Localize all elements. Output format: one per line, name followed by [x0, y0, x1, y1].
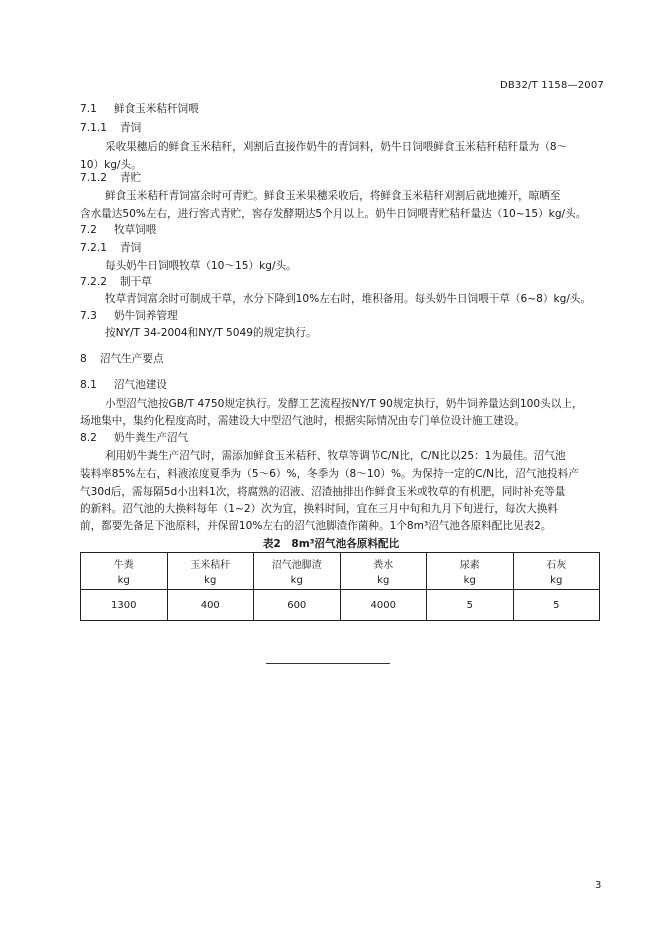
table-header-cell: 玉米秸秆 kg [167, 553, 254, 590]
subsection-heading-7-2-2: 7.2.2 制干草 [80, 276, 152, 288]
section-heading-7-1: 7.1 鲜食玉米秸秆饲喂 [80, 103, 199, 115]
table-header-cell: 尿素 kg [427, 553, 514, 590]
section-heading-8-2: 8.2 奶牛粪生产沼气 [80, 432, 189, 444]
section-heading-8-1: 8.1 沼气池建设 [80, 379, 167, 391]
table-row [81, 590, 600, 621]
document-code: DB32/T 1158—2007 [499, 80, 604, 91]
page-number: 3 [595, 880, 602, 891]
paragraph-line: 利用奶牛粪生产沼气时，需添加鲜食玉米秸秆、牧草等调节C/N比，C/N比以25：1为最佳。沼气池 [105, 450, 566, 462]
paragraph-line: 场地集中，集约化程度高时，需建设大中型沼气池时，根据实际情况由专门单位设计施工建设。 [80, 415, 525, 427]
paragraph-line: 的新料。沼气池的大换料每年（1~2）次为宜，换料时间，宜在三月中旬和九月下旬进行，每次大换料 [80, 503, 558, 515]
section-heading-7-3: 7.3 奶牛饲养管理 [80, 310, 178, 322]
table-cell: 5 [427, 590, 514, 621]
paragraph-line: 前，都要先备足下池原料，并保留10%左右的沼气池脚渣作菌种。1个8m³沼气池各原料配比见表2。 [80, 520, 552, 532]
paragraph-line: 10）kg/头。 [80, 159, 142, 171]
table-header-cell: 沼气池脚渣 kg [254, 553, 341, 590]
table-cell: 5 [513, 590, 600, 621]
paragraph-line: 每头奶牛日饲喂牧草（10～15）kg/头。 [105, 260, 297, 272]
table-cell: 600 [254, 590, 341, 621]
section-heading-7-2: 7.2 牧草饲喂 [80, 224, 157, 236]
paragraph-line: 按NY/T 34-2004和NY/T 5049的规定执行。 [105, 327, 317, 339]
table-cell: 1300 [81, 590, 168, 621]
table-cell: 4000 [340, 590, 427, 621]
paragraph-line: 鲜食玉米秸秆青饲富余时可青贮。鲜食玉米果穗采收后，将鲜食玉米秸秆刈割后就地摊开，晾晒至 [105, 190, 561, 202]
table-header-cell: 牛粪 kg [81, 553, 168, 590]
table-caption: 表2 8m³沼气池各原料配比 [262, 538, 400, 550]
end-divider [266, 663, 390, 664]
materials-ratio-table [80, 552, 600, 621]
paragraph-line: 牧草青饲富余时可制成干草，水分下降到10%左右时，堆积备用。每头奶牛日饲喂干草（6~8）kg/头。 [105, 293, 592, 305]
paragraph-line: 含水量达50%左右，进行窖式青贮，窖存发酵期达5个月以上。奶牛日饲喂青贮秸秆量达（10~15）kg/头。 [80, 208, 587, 220]
subsection-heading-7-2-1: 7.2.1 青饲 [80, 242, 142, 254]
table-header-cell: 石灰 kg [513, 553, 600, 590]
chapter-heading-8: 8 沼气生产要点 [80, 353, 164, 365]
table-cell: 400 [167, 590, 254, 621]
paragraph-line: 小型沼气池按GB/T 4750规定执行。发酵工艺流程按NY/T 90规定执行，奶牛饲养量达到100头以上， [105, 398, 583, 410]
table-header-row [81, 553, 600, 590]
subsection-heading-7-1-2: 7.1.2 青贮 [80, 172, 142, 184]
subsection-heading-7-1-1: 7.1.1 青饲 [80, 122, 142, 134]
paragraph-line: 采收果穗后的鲜食玉米秸秆，刈割后直接作奶牛的青饲料，奶牛日饲喂鲜食玉米秸秆秸秆量为（8～ [105, 141, 568, 153]
paragraph-line: 装料率85%左右，料液浓度夏季为（5～6）%，冬季为（8～10）%。为保持一定的C/N比，沼气池投料产 [80, 468, 579, 480]
paragraph-line: 气30d后，需每隔5d小出料1次，将腐熟的沼液、沼渣抽排出作鲜食玉米或牧草的有机肥，同时补充等量 [80, 486, 566, 498]
table-header-cell: 粪水 kg [340, 553, 427, 590]
